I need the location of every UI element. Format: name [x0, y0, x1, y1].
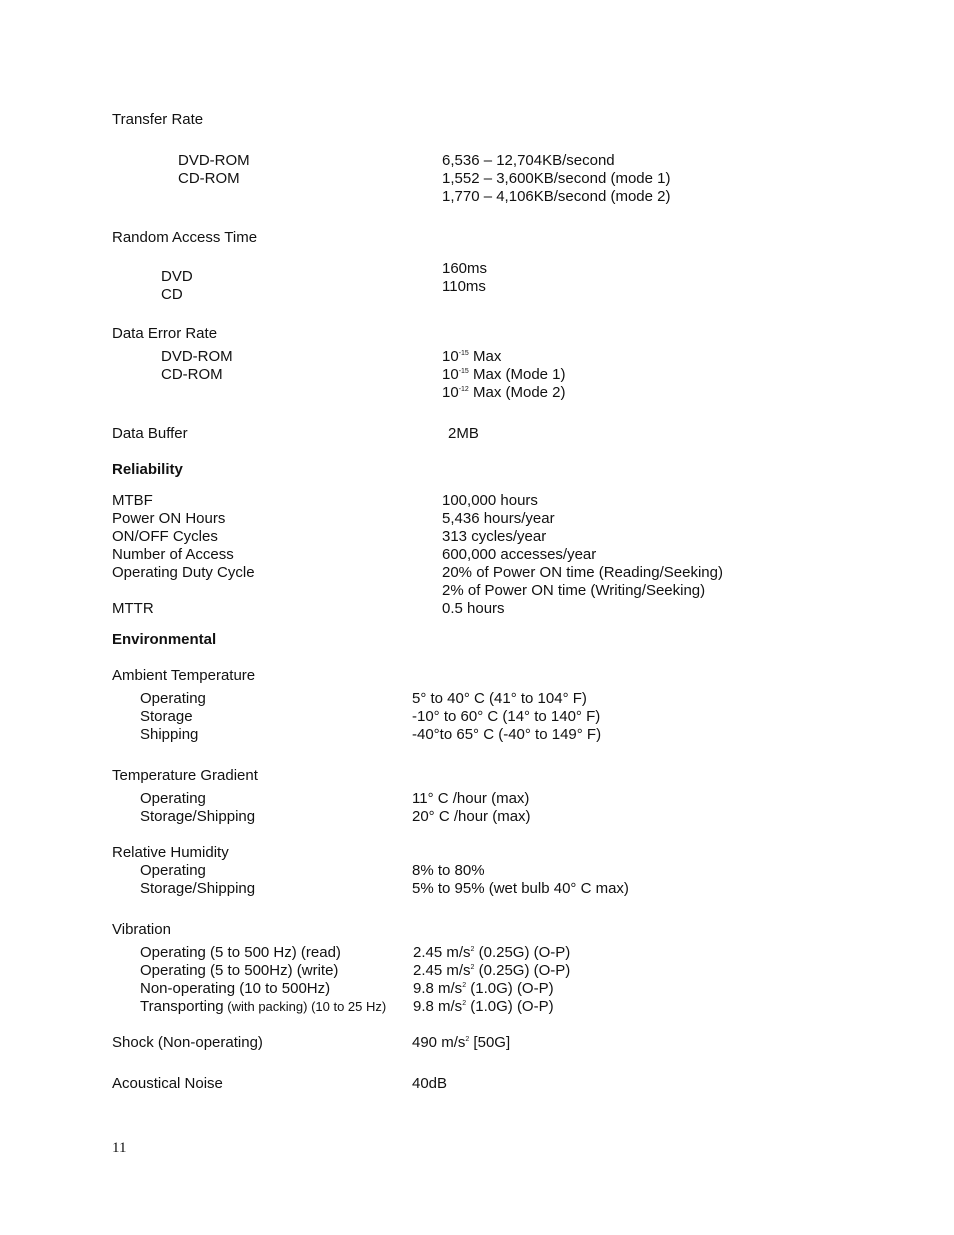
- mttr-label: MTTR: [112, 600, 154, 617]
- transfer-cd-mode2-value: 1,770 – 4,106KB/second (mode 2): [442, 188, 671, 205]
- duty-cycle-value-writing: 2% of Power ON time (Writing/Seeking): [442, 582, 706, 599]
- power-on-hours-value: 5,436 hours/year: [442, 510, 555, 527]
- gradient-operating-value: 11° C /hour (max): [412, 790, 530, 807]
- number-of-access-value: 600,000 accesses/year: [442, 546, 597, 563]
- acoustical-noise-value: 40dB: [412, 1075, 448, 1092]
- gradient-storage-label: Storage/Shipping: [140, 808, 256, 825]
- ambient-storage-value: -10° to 60° C (14° to 140° F): [412, 708, 601, 725]
- onoff-cycles-label: ON/OFF Cycles: [112, 528, 218, 545]
- random-access-dvd-label: DVD: [161, 268, 193, 285]
- ambient-temp-heading: Ambient Temperature: [112, 667, 256, 684]
- reliability-heading: Reliability: [112, 461, 183, 478]
- temp-gradient-heading: Temperature Gradient: [112, 767, 258, 784]
- data-error-cd-mode2-value: $10^{-12}$ Max (Mode 2): [442, 384, 566, 401]
- data-error-cd-label: CD-ROM: [161, 366, 223, 383]
- duty-cycle-label: Operating Duty Cycle: [112, 564, 255, 581]
- humidity-operating-label: Operating: [140, 862, 206, 879]
- random-access-cd-label: CD: [161, 286, 183, 303]
- ambient-operating-label: Operating: [140, 690, 206, 707]
- acoustical-noise-label: Acoustical Noise: [112, 1075, 223, 1092]
- humidity-operating-value: 8% to 80%: [412, 862, 485, 879]
- transfer-cd-mode1-value: 1,552 – 3,600KB/second (mode 1): [442, 170, 671, 187]
- mtbf-value: 100,000 hours: [442, 492, 538, 509]
- vibration-transport-value: 9.8 $m/s^2$ (1.0G) (O-P): [413, 998, 554, 1015]
- ambient-operating-value: 5° to 40° C (41° to 104° F): [412, 690, 587, 707]
- number-of-access-label: Number of Access: [112, 546, 234, 563]
- transfer-dvd-value: 6,536 – 12,704KB/second: [442, 152, 615, 169]
- humidity-storage-value: 5% to 95% (wet bulb 40° C max): [412, 880, 629, 897]
- vibration-write-label: Operating (5 to 500Hz) (write): [140, 962, 339, 979]
- vibration-nonop-value: 9.8 $m/s^2$ (1.0G) (O-P): [413, 980, 554, 997]
- ambient-shipping-label: Shipping: [140, 726, 199, 743]
- environmental-heading: Environmental: [112, 631, 217, 648]
- gradient-storage-value: 20° C /hour (max): [412, 808, 531, 825]
- data-buffer-value: 2MB: [448, 425, 479, 442]
- humidity-heading: Relative Humidity: [112, 844, 229, 861]
- vibration-read-label: Operating (5 to 500 Hz) (read): [140, 944, 341, 961]
- mtbf-label: MTBF: [112, 492, 153, 509]
- vibration-nonop-label: Non-operating (10 to 500Hz): [140, 980, 331, 997]
- data-error-heading: Data Error Rate: [112, 325, 218, 342]
- vibration-read-value: 2.45 $m/s^2$ (0.25G) (O-P): [413, 944, 571, 961]
- transfer-cd-label: CD-ROM: [178, 170, 240, 187]
- ambient-shipping-value: -40°to 65° C (-40° to 149° F): [412, 726, 602, 743]
- shock-value: 490 $m/s^2$ [50G]: [412, 1034, 511, 1051]
- random-access-cd-value: 110ms: [442, 278, 486, 295]
- transfer-dvd-label: DVD-ROM: [178, 152, 250, 169]
- vibration-transport-label: Transporting (with packing) (10 to 25 Hz): [140, 998, 387, 1015]
- data-error-cd-mode1-value: $10^{-15}$ Max (Mode 1): [442, 366, 566, 383]
- shock-label: Shock (Non-operating): [112, 1034, 263, 1051]
- mttr-value: 0.5 hours: [442, 600, 505, 617]
- data-error-dvd-label: DVD-ROM: [161, 348, 233, 365]
- power-on-hours-label: Power ON Hours: [112, 510, 226, 527]
- data-buffer-label: Data Buffer: [112, 425, 188, 442]
- humidity-storage-label: Storage/Shipping: [140, 880, 256, 897]
- duty-cycle-value-reading: 20% of Power ON time (Reading/Seeking): [442, 564, 723, 581]
- onoff-cycles-value: 313 cycles/year: [442, 528, 547, 545]
- random-access-heading: Random Access Time: [112, 229, 258, 246]
- vibration-heading: Vibration: [112, 921, 171, 938]
- page-number: 11: [112, 1140, 127, 1156]
- transfer-rate-heading: Transfer Rate: [112, 111, 204, 128]
- random-access-dvd-value: 160ms: [442, 260, 488, 277]
- data-error-dvd-value: $10^{-15}$ Max: [442, 348, 502, 365]
- vibration-write-value: 2.45 $m/s^2$ (0.25G) (O-P): [413, 962, 571, 979]
- ambient-storage-label: Storage: [140, 708, 193, 725]
- gradient-operating-label: Operating: [140, 790, 206, 807]
